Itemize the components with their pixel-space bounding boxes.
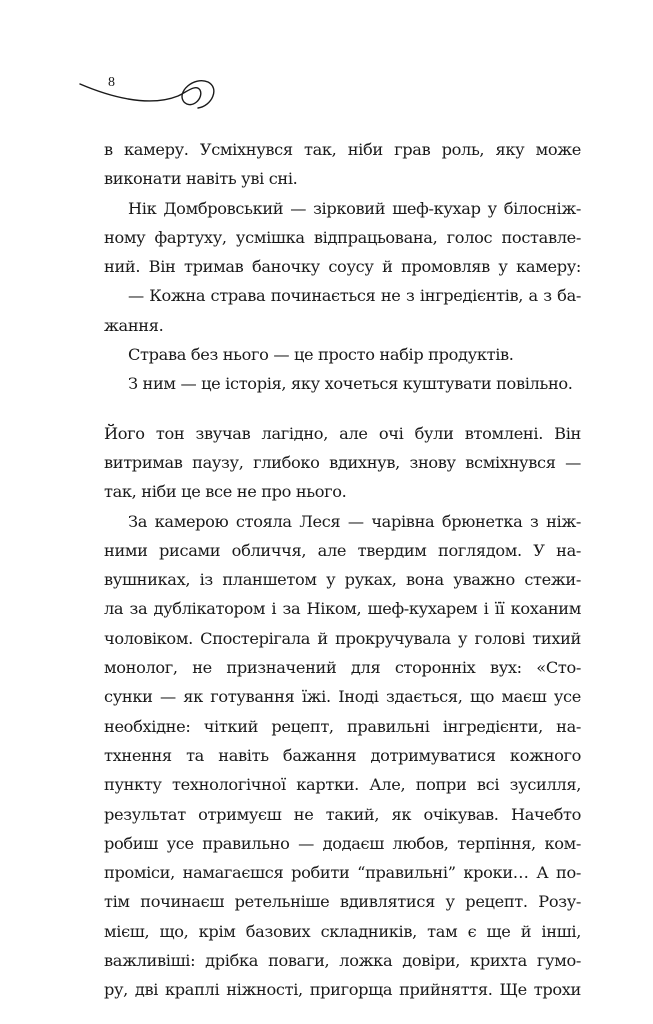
text-line: — Кожна страва починається не з інгредієнтів, а з ба- — [128, 286, 581, 306]
text-line: ними рисами обличчя, але твердим поглядом. У на- — [104, 540, 581, 560]
text-line: виконати навіть уві сні. — [104, 169, 298, 189]
text-line: чоловіком. Спостерігала й прокручувала у голові тихий — [104, 628, 581, 648]
text-line: ла за дублікатором і за Ніком, шеф-кухарем і її коханим — [104, 599, 581, 619]
text-line: пункту технологічної картки. Але, попри всі зусилля, — [104, 775, 581, 795]
text-line: мієш, що, крім базових складників, там є ще й інші, — [104, 921, 581, 941]
scene-break — [104, 399, 581, 419]
text-line: важливіші: дрібка поваги, ложка довіри, крихта гумо- — [104, 951, 581, 971]
text-line: сунки — як готування їжі. Іноді здається, що маєш усе — [104, 687, 581, 707]
text-line: Його тон звучав лагідно, але очі були втомлені. Він — [104, 423, 581, 443]
text-line: За камерою стояла Леся — чарівна брюнетка з ніж- — [128, 511, 581, 531]
text-line: проміси, намагаєшся робити “правильні” кроки… А по- — [104, 863, 581, 883]
text-line: тім починаєш ретельніше вдивлятися у рецепт. Розу- — [104, 892, 581, 912]
text-line: результат отримуєш не такий, як очікував. Начебто — [104, 804, 581, 824]
text-line: ру, дві краплі ніжності, пригорща прийняття. Ще трохи — [104, 980, 581, 1000]
text-line: в камеру. Усміхнувся так, ніби грав роль, яку може — [104, 140, 581, 159]
text-line: так, ніби це все не про нього. — [104, 482, 347, 502]
text-line: робиш усе правильно — додаєш любов, терпіння, ком- — [104, 833, 581, 853]
body-text — [104, 135, 581, 1005]
text-line: необхідне: чіткий рецепт, правильні інгредієнти, на- — [104, 716, 581, 736]
text-line: витримав паузу, глибоко вдихнув, знову всміхнувся — — [104, 452, 581, 472]
text-line: ний. Він тримав баночку соусу й промовляв у камеру: — [104, 257, 581, 277]
text-line: вушниках, із планшетом у руках, вона уважно стежи- — [104, 570, 581, 590]
text-line: тхнення та навіть бажання дотримуватися кожного — [104, 745, 581, 765]
text-line: жання. — [104, 315, 164, 335]
flourish-ornament-icon — [78, 66, 238, 116]
text-line: монолог, не призначений для сторонніх вух: «Сто- — [104, 658, 581, 678]
text-line: Страва без нього — це просто набір продуктів. — [128, 345, 514, 365]
text-line: Нік Домбровський — зірковий шеф-кухар у білосніж- — [128, 198, 581, 218]
text-line: ному фартуху, усмішка відпрацьована, голос поставле- — [104, 227, 581, 247]
page-header — [78, 66, 238, 116]
text-line: З ним — це історія, яку хочеться куштувати повільно. — [128, 374, 573, 394]
page-number: 8 — [108, 75, 115, 90]
